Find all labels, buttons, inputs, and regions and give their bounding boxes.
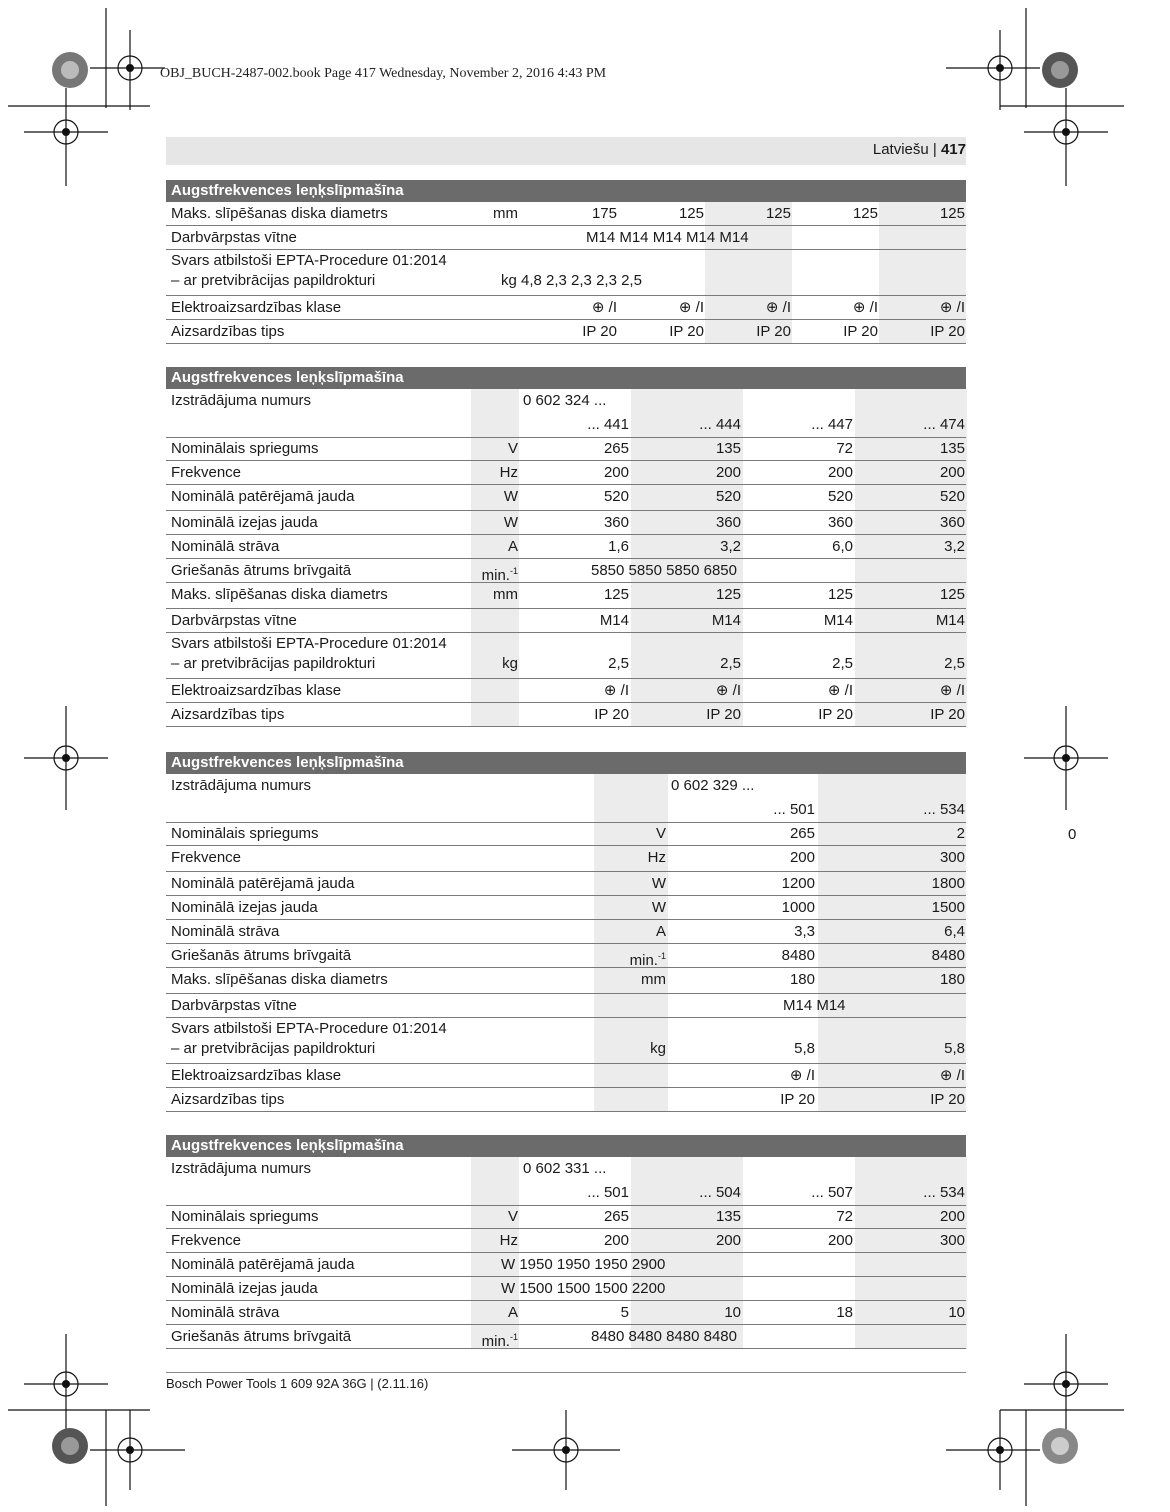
product-number-row <box>166 774 966 798</box>
table-title: Augstfrekvences leņķslīpmašīna <box>166 367 966 389</box>
product-number-label: Izstrādājuma numurs <box>171 392 312 409</box>
spec-label: Nominālā patērējamā jauda <box>171 1256 355 1273</box>
spec-unit <box>493 205 518 223</box>
spec-unit-text: W <box>503 488 518 505</box>
spec-value: 6,4 <box>944 923 965 940</box>
spec-label: Aizsardzības tips <box>171 323 285 340</box>
product-code-row <box>166 1181 966 1206</box>
spec-unit-text: kg <box>650 1040 666 1057</box>
spec-unit <box>508 1208 518 1226</box>
spec-unit-text: mm <box>493 205 518 222</box>
spec-row <box>166 583 966 609</box>
spec-row <box>166 559 966 583</box>
spec-value-run: M14 M14 M14 M14 M14 <box>586 229 749 246</box>
spec-value: ⊕ /I <box>827 682 853 699</box>
spec-unit <box>508 440 518 458</box>
spec-value: ⊕ /I <box>852 299 878 316</box>
spec-value: 6,0 <box>832 538 853 555</box>
product-code: ... 534 <box>923 801 965 818</box>
spec-row <box>166 535 966 559</box>
spec-label: Maks. slīpēšanas diska diametrs <box>171 205 388 222</box>
spec-value: 18 <box>836 1304 853 1321</box>
spec-value: 5,8 <box>944 1040 965 1057</box>
spec-label: Aizsardzības tips <box>171 1091 285 1108</box>
spec-unit-text: W <box>651 875 666 892</box>
spec-unit-superscript: -1 <box>509 566 518 576</box>
spec-label: Darbvārpstas vītne <box>171 997 297 1014</box>
spec-value: M14 <box>711 612 741 629</box>
spec-unit-text: A <box>507 1304 518 1321</box>
spec-unit <box>656 923 666 941</box>
product-code: ... 507 <box>811 1184 853 1201</box>
spec-unit <box>482 562 518 585</box>
print-header: OBJ_BUCH-2487-002.book Page 417 Wednesday, November 2, 2016 4:43 PM <box>160 66 607 81</box>
spec-value: 200 <box>603 1232 629 1249</box>
spec-value: 2,5 <box>944 655 965 672</box>
spec-label: Maks. slīpēšanas diska diametrs <box>171 971 388 988</box>
product-number-label: Izstrādājuma numurs <box>171 777 312 794</box>
spec-label: Elektroaizsardzības klase <box>171 1067 342 1084</box>
spec-unit-text: min. <box>481 567 510 584</box>
spec-label-line2: – ar pretvibrācijas papildrokturi <box>171 655 376 672</box>
spec-table <box>166 180 966 344</box>
spec-value: IP 20 <box>930 706 965 723</box>
spec-unit-text: mm <box>641 971 666 988</box>
spec-value-run: kg 4,8 2,3 2,3 2,3 2,5 <box>501 272 642 289</box>
spec-label: Griešanās ātrums brīvgaitā <box>171 562 352 579</box>
spec-value: 5,8 <box>794 1040 815 1057</box>
spec-value: 200 <box>939 1208 965 1225</box>
spec-value: 125 <box>939 205 965 222</box>
spec-row <box>166 944 966 968</box>
spec-label: Nominālā patērējamā jauda <box>171 875 355 892</box>
spec-value: 10 <box>948 1304 965 1321</box>
spec-value: 520 <box>939 488 965 505</box>
spec-row <box>166 1205 966 1229</box>
spec-value: 180 <box>939 971 965 988</box>
product-number-prefix: 0 602 324 ... <box>523 392 607 409</box>
spec-unit-text: min. <box>629 952 658 969</box>
spec-label: Nominālais spriegums <box>171 825 319 842</box>
spec-value: 1000 <box>781 899 815 916</box>
spec-row <box>166 1253 966 1277</box>
spec-row <box>166 461 966 485</box>
spec-value: 300 <box>939 1232 965 1249</box>
product-code: ... 501 <box>773 801 815 818</box>
spec-row <box>166 437 966 461</box>
spec-value: 520 <box>715 488 741 505</box>
spec-label: Svars atbilstoši EPTA-Procedure 01:2014 <box>171 635 447 652</box>
spec-value: ⊕ /I <box>939 1067 965 1084</box>
page-header-band <box>166 137 966 165</box>
spec-unit-text: Hz <box>499 1232 518 1249</box>
spec-value: 200 <box>715 1232 741 1249</box>
spec-unit <box>500 1232 518 1250</box>
spec-label: Frekvence <box>171 464 242 481</box>
spec-value: 10 <box>724 1304 741 1321</box>
page-footer: Bosch Power Tools 1 609 92A 36G | (2.11.16) <box>166 1376 429 1391</box>
spec-value: 180 <box>789 971 815 988</box>
spec-value: 360 <box>603 514 629 531</box>
spec-label: Nominālā izejas jauda <box>171 899 318 916</box>
spec-value-run: M14 M14 <box>783 997 846 1014</box>
spec-unit <box>508 538 518 556</box>
spec-value: 360 <box>939 514 965 531</box>
spec-unit-text: A <box>655 923 666 940</box>
spec-row <box>166 609 966 633</box>
spec-table <box>166 1135 966 1349</box>
spec-unit-text: A <box>507 538 518 555</box>
spec-value: M14 <box>823 612 853 629</box>
spec-value-run: 8480 8480 8480 8480 <box>591 1328 737 1345</box>
spec-row <box>166 920 966 944</box>
spec-value: ⊕ /I <box>603 682 629 699</box>
spec-label: Nominālais spriegums <box>171 1208 319 1225</box>
product-number-label: Izstrādājuma numurs <box>171 1160 312 1177</box>
spec-label: Elektroaizsardzības klase <box>171 299 342 316</box>
spec-value: 200 <box>789 849 815 866</box>
spec-table <box>166 752 966 1112</box>
spec-row <box>166 896 966 920</box>
spec-value: 72 <box>836 1208 853 1225</box>
spec-unit <box>493 586 518 604</box>
spec-row <box>166 703 966 727</box>
spec-unit-text: W <box>651 899 666 916</box>
spec-unit <box>504 488 518 506</box>
spec-value: 200 <box>827 464 853 481</box>
spec-value: 125 <box>852 205 878 222</box>
spec-value: IP 20 <box>930 1091 965 1108</box>
spec-value: 360 <box>715 514 741 531</box>
spec-value: ⊕ /I <box>591 299 617 316</box>
spec-value: 1500 <box>931 899 965 916</box>
table-title: Augstfrekvences leņķslīpmašīna <box>166 180 966 202</box>
spec-value: IP 20 <box>756 323 791 340</box>
spec-label: Nominālā strāva <box>171 923 280 940</box>
product-number-prefix: 0 602 329 ... <box>671 777 755 794</box>
spec-unit <box>504 514 518 532</box>
spec-value: 125 <box>678 205 704 222</box>
spec-unit-superscript: -1 <box>509 1332 518 1342</box>
table-title: Augstfrekvences leņķslīpmašīna <box>166 1135 966 1157</box>
product-number-row <box>166 389 966 413</box>
spec-label-line2: – ar pretvibrācijas papildrokturi <box>171 272 376 289</box>
spec-value: 8480 <box>931 947 965 964</box>
product-number-prefix: 0 602 331 ... <box>523 1160 607 1177</box>
spec-row <box>166 511 966 535</box>
spec-value: 520 <box>827 488 853 505</box>
product-code: ... 501 <box>587 1184 629 1201</box>
spec-row <box>166 633 966 679</box>
spec-row <box>166 250 966 296</box>
spec-unit-superscript: -1 <box>657 951 666 961</box>
spec-label: Frekvence <box>171 1232 242 1249</box>
spec-row <box>166 1301 966 1325</box>
spec-value: 265 <box>603 1208 629 1225</box>
spec-value: M14 <box>599 612 629 629</box>
spec-row <box>166 994 966 1018</box>
spec-label: Nominālais spriegums <box>171 440 319 457</box>
spec-unit-text: Hz <box>647 849 666 866</box>
spec-unit <box>482 1328 518 1351</box>
spec-value: 200 <box>603 464 629 481</box>
spec-value: 8480 <box>781 947 815 964</box>
spec-unit <box>502 655 518 673</box>
spec-row <box>166 202 966 226</box>
spec-value: IP 20 <box>582 323 617 340</box>
spec-value-run: 5850 5850 5850 6850 <box>591 562 737 579</box>
spec-value: ⊕ /I <box>939 299 965 316</box>
spec-value: 72 <box>836 440 853 457</box>
stray-mark: 0 <box>1068 826 1077 843</box>
spec-label: Nominālā strāva <box>171 1304 280 1321</box>
spec-value: 300 <box>939 849 965 866</box>
header-separator: | <box>928 141 941 158</box>
spec-label: Aizsardzības tips <box>171 706 285 723</box>
spec-value: 1800 <box>931 875 965 892</box>
spec-value: 1,6 <box>608 538 629 555</box>
spec-value: 265 <box>603 440 629 457</box>
spec-value: IP 20 <box>930 323 965 340</box>
spec-label: Frekvence <box>171 849 242 866</box>
product-code: ... 447 <box>811 416 853 433</box>
spec-value: 2,5 <box>832 655 853 672</box>
spec-label: Maks. slīpēšanas diska diametrs <box>171 586 388 603</box>
spec-value: IP 20 <box>706 706 741 723</box>
spec-value: 135 <box>939 440 965 457</box>
spec-row <box>166 872 966 896</box>
spec-value: 125 <box>715 586 741 603</box>
spec-value-run: W 1950 1950 1950 2900 <box>501 1256 666 1273</box>
spec-label: Nominālā patērējamā jauda <box>171 488 355 505</box>
spec-label: Darbvārpstas vītne <box>171 612 297 629</box>
product-code-row <box>166 413 966 438</box>
product-code: ... 474 <box>923 416 965 433</box>
spec-label: Svars atbilstoši EPTA-Procedure 01:2014 <box>171 252 447 269</box>
spec-unit <box>641 971 666 989</box>
spec-row <box>166 846 966 872</box>
spec-label: Nominālā strāva <box>171 538 280 555</box>
spec-label: Svars atbilstoši EPTA-Procedure 01:2014 <box>171 1020 447 1037</box>
spec-value: 175 <box>591 205 617 222</box>
product-code-row <box>166 798 966 823</box>
spec-row <box>166 485 966 511</box>
spec-value: 125 <box>939 586 965 603</box>
spec-unit-text: Hz <box>499 464 518 481</box>
spec-unit <box>648 849 666 867</box>
spec-value: M14 <box>935 612 965 629</box>
spec-unit <box>652 899 666 917</box>
spec-value: 125 <box>827 586 853 603</box>
spec-value: ⊕ /I <box>715 682 741 699</box>
spec-unit <box>650 1040 666 1058</box>
spec-label: Elektroaizsardzības klase <box>171 682 342 699</box>
spec-label-line2: – ar pretvibrācijas papildrokturi <box>171 1040 376 1057</box>
spec-unit <box>500 464 518 482</box>
spec-row <box>166 1229 966 1253</box>
spec-row <box>166 226 966 250</box>
spec-label: Griešanās ātrums brīvgaitā <box>171 1328 352 1345</box>
spec-value: 2,5 <box>608 655 629 672</box>
spec-label: Griešanās ātrums brīvgaitā <box>171 947 352 964</box>
spec-label: Nominālā izejas jauda <box>171 1280 318 1297</box>
spec-row <box>166 679 966 703</box>
spec-value: 2 <box>956 825 965 842</box>
spec-row <box>166 1018 966 1064</box>
spec-value: IP 20 <box>594 706 629 723</box>
spec-unit-text: min. <box>481 1333 510 1350</box>
table-title: Augstfrekvences leņķslīpmašīna <box>166 752 966 774</box>
spec-row <box>166 296 966 320</box>
spec-value: 125 <box>603 586 629 603</box>
spec-value: ⊕ /I <box>765 299 791 316</box>
spec-value: IP 20 <box>669 323 704 340</box>
spec-label: Nominālā izejas jauda <box>171 514 318 531</box>
spec-unit-text: kg <box>502 655 518 672</box>
spec-row <box>166 320 966 344</box>
spec-unit <box>630 947 666 970</box>
spec-value: ⊕ /I <box>939 682 965 699</box>
spec-unit-text: W <box>503 514 518 531</box>
spec-value: 125 <box>765 205 791 222</box>
spec-unit <box>508 1304 518 1322</box>
spec-table <box>166 367 966 727</box>
spec-value: 1200 <box>781 875 815 892</box>
spec-value: ⊕ /I <box>678 299 704 316</box>
spec-value: 135 <box>715 440 741 457</box>
page-header <box>873 141 966 158</box>
spec-value: 200 <box>715 464 741 481</box>
page-language: Latviešu <box>872 141 929 158</box>
spec-unit-text: V <box>655 825 666 842</box>
spec-value: 360 <box>827 514 853 531</box>
spec-unit <box>652 875 666 893</box>
spec-value: 3,2 <box>944 538 965 555</box>
footer-rule <box>166 1372 966 1373</box>
spec-value: 135 <box>715 1208 741 1225</box>
spec-unit-text: V <box>507 440 518 457</box>
product-code: ... 441 <box>587 416 629 433</box>
spec-value: 200 <box>827 1232 853 1249</box>
spec-value: 2,5 <box>720 655 741 672</box>
spec-unit-text: V <box>507 1208 518 1225</box>
product-number-row <box>166 1157 966 1181</box>
spec-value: 200 <box>939 464 965 481</box>
product-code: ... 534 <box>923 1184 965 1201</box>
spec-row <box>166 1277 966 1301</box>
spec-value: 5 <box>620 1304 629 1321</box>
spec-row <box>166 1064 966 1088</box>
spec-value: IP 20 <box>780 1091 815 1108</box>
spec-row <box>166 1088 966 1112</box>
spec-value-run: W 1500 1500 1500 2200 <box>501 1280 666 1297</box>
product-code: ... 444 <box>699 416 741 433</box>
spec-value: 520 <box>603 488 629 505</box>
spec-unit <box>656 825 666 843</box>
spec-value: ⊕ /I <box>789 1067 815 1084</box>
spec-row <box>166 822 966 846</box>
spec-row <box>166 1325 966 1349</box>
spec-label: Darbvārpstas vītne <box>171 229 297 246</box>
spec-unit-text: mm <box>493 586 518 603</box>
page-number: 417 <box>940 141 966 158</box>
product-code: ... 504 <box>699 1184 741 1201</box>
spec-value: IP 20 <box>818 706 853 723</box>
spec-value: 265 <box>789 825 815 842</box>
spec-value: 3,2 <box>720 538 741 555</box>
spec-row <box>166 968 966 994</box>
spec-value: IP 20 <box>843 323 878 340</box>
spec-value: 3,3 <box>794 923 815 940</box>
